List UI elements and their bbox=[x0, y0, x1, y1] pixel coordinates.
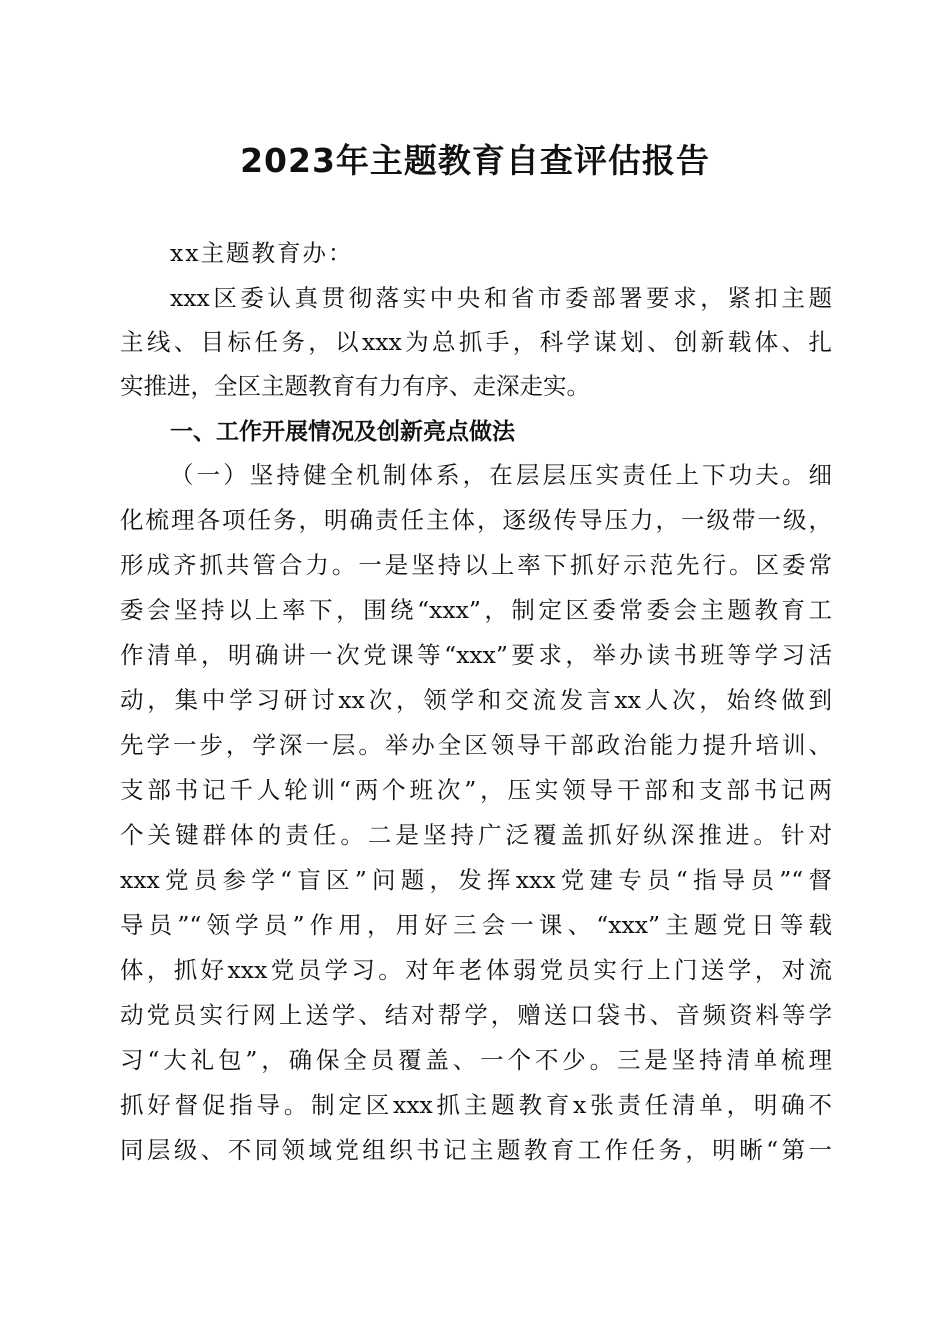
intro-line: 实推进，全区主题教育有力有序、走深走实。 bbox=[120, 372, 590, 400]
salutation: xx主题教育办： bbox=[170, 239, 354, 267]
document-title: 2023年主题教育自查评估报告 bbox=[240, 141, 710, 180]
body-line: 作清单，明确讲一次党课等“xxx”要求，举办读书班等学习活 bbox=[120, 641, 832, 669]
intro-line: xxx区委认真贯彻落实中央和省市委部署要求，紧扣主题 bbox=[170, 284, 832, 312]
body-line: （一）坚持健全机制体系，在层层压实责任上下功夫。细 bbox=[170, 461, 832, 489]
body-line: 抓好督促指导。制定区xxx抓主题教育x张责任清单，明确不 bbox=[120, 1091, 832, 1119]
section-heading: 一、工作开展情况及创新亮点做法 bbox=[170, 419, 515, 445]
body-line: 个关键群体的责任。二是坚持广泛覆盖抓好纵深推进。针对 bbox=[120, 821, 832, 849]
body-line: 支部书记千人轮训“两个班次”，压实领导干部和支部书记两 bbox=[120, 776, 832, 804]
body-line: xxx党员参学“盲区”问题，发挥xxx党建专员“指导员”“督 bbox=[120, 866, 832, 894]
body-line: 先学一步，学深一层。举办全区领导干部政治能力提升培训、 bbox=[120, 731, 832, 759]
body-line: 导员”“领学员”作用，用好三会一课、“xxx”主题党日等载 bbox=[120, 911, 832, 939]
body-line: 动党员实行网上送学、结对帮学，赠送口袋书、音频资料等学 bbox=[120, 1001, 832, 1029]
body-line: 同层级、不同领域党组织书记主题教育工作任务，明晰“第一 bbox=[120, 1136, 832, 1164]
body-line: 体，抓好xxx党员学习。对年老体弱党员实行上门送学，对流 bbox=[120, 956, 832, 984]
body-line: 委会坚持以上率下，围绕“xxx”，制定区委常委会主题教育工 bbox=[120, 596, 832, 624]
body-line: 形成齐抓共管合力。一是坚持以上率下抓好示范先行。区委常 bbox=[120, 551, 832, 579]
body-line: 习“大礼包”，确保全员覆盖、一个不少。三是坚持清单梳理 bbox=[120, 1046, 832, 1074]
body-line: 化梳理各项任务，明确责任主体，逐级传导压力，一级带一级， bbox=[120, 506, 832, 534]
intro-line: 主线、目标任务，以xxx为总抓手，科学谋划、创新载体、扎 bbox=[120, 328, 832, 356]
body-line: 动，集中学习研讨xx次，领学和交流发言xx人次，始终做到 bbox=[120, 686, 832, 714]
